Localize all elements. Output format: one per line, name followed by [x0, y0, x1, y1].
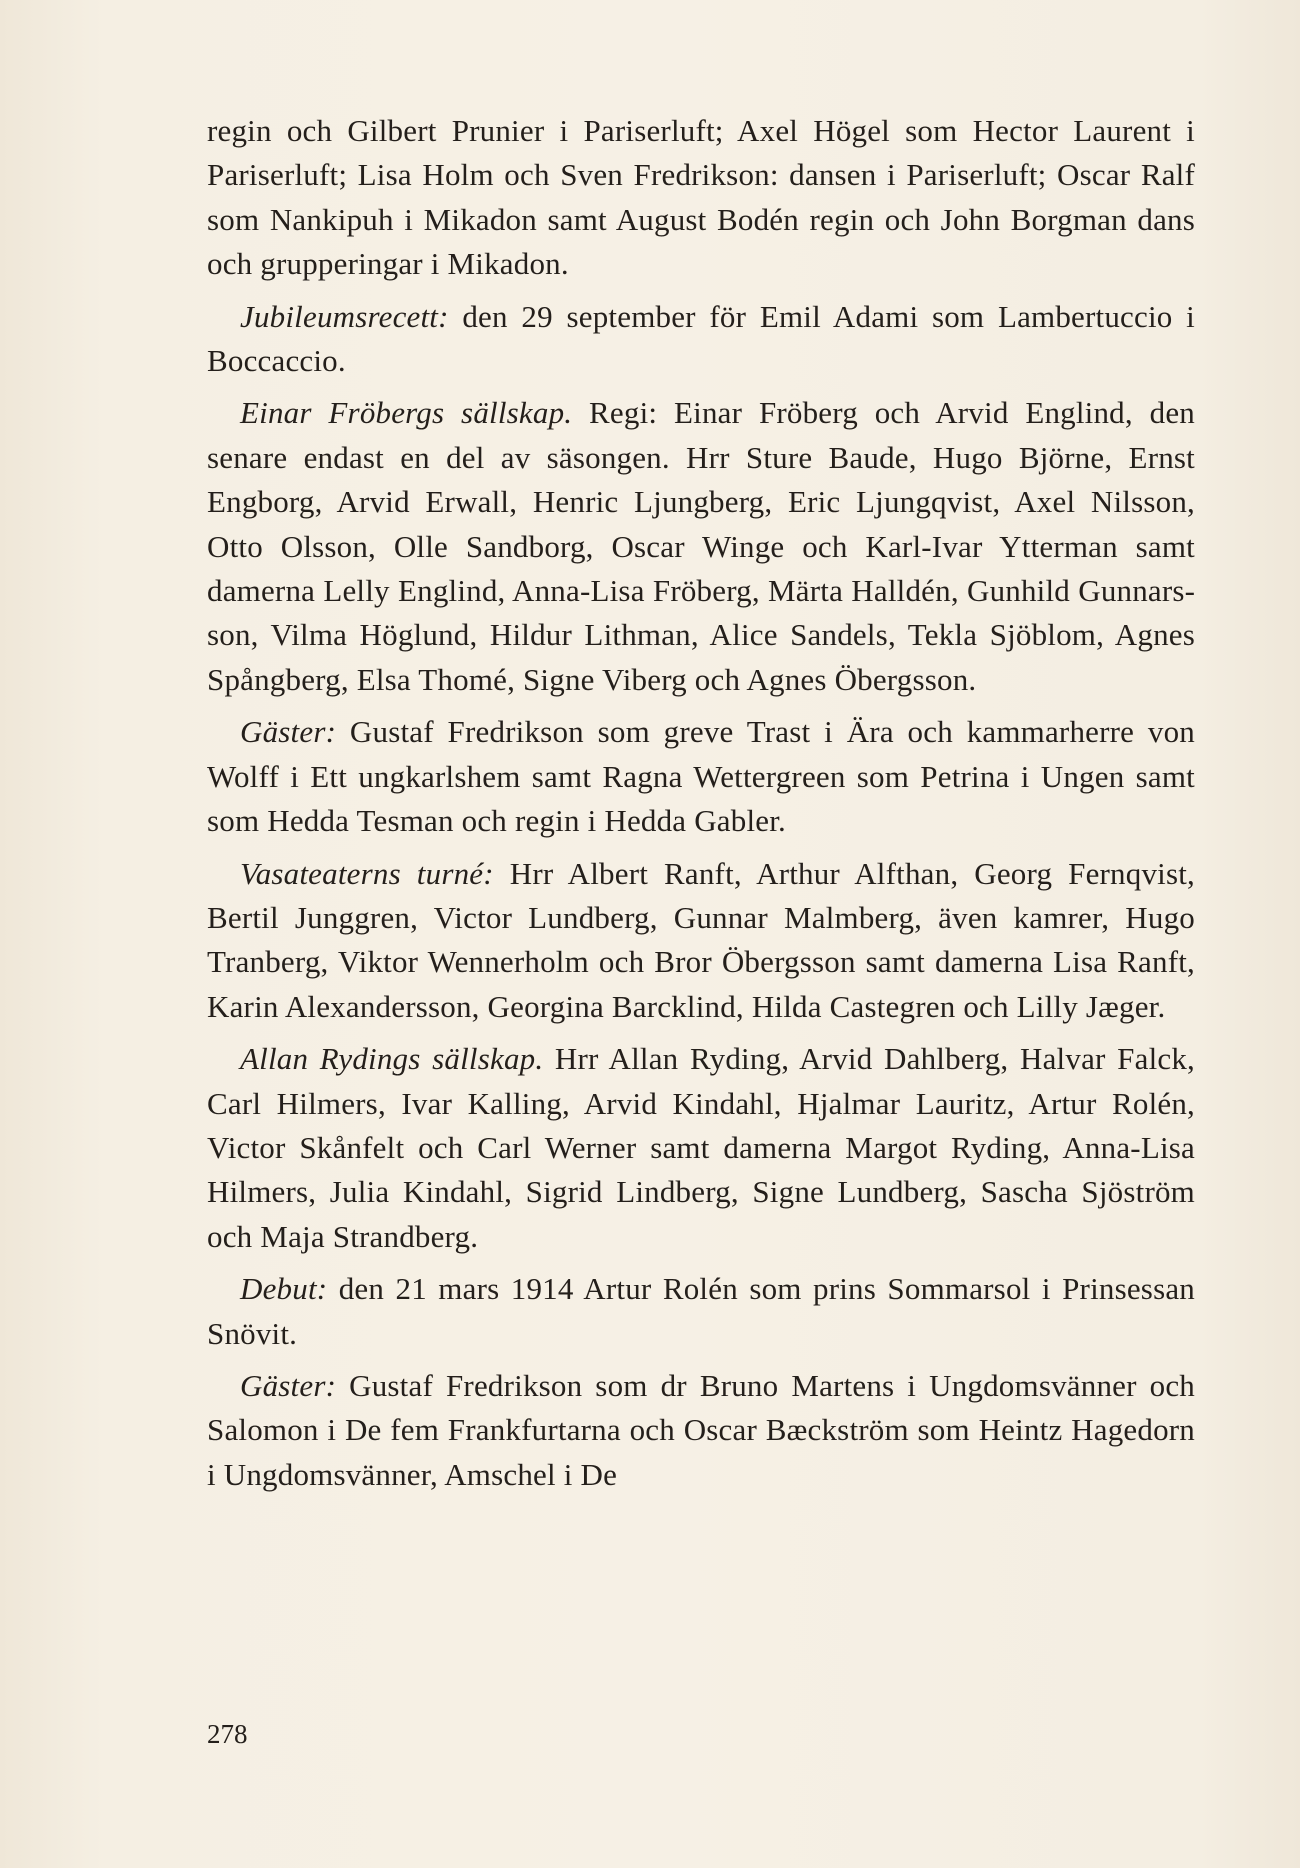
paragraph-text: den 29 september för Emil Adami som Lambertuccio i Boccaccio. [207, 298, 1195, 379]
paragraph-gaster-2 [207, 1364, 1195, 1497]
page-body-text [207, 109, 1195, 1505]
paragraph-label: Gäster: [240, 714, 337, 750]
paragraph-label: Jubileumsrecett: [240, 298, 449, 334]
paragraph-text: Gustaf Fredrikson som greve Trast i Ära och kammarherre von Wolff i Ett ungkarlshem samt Ragna Wettergreen som Petrina i Ungen samt som Hedda Tesman och regin i Hedda Gabler. [207, 714, 1195, 839]
paragraph-label: Vasateaterns turné: [240, 855, 494, 891]
paragraph-vasateaterns-turne [207, 852, 1195, 1030]
paragraph-text: regin och Gilbert Prunier i Pariserluft; Axel Högel som Hector Laurent i Pariserluft; Lisa Holm och Sven Fredrikson: dansen i Pariserluft; Oscar Ralf som Nankipuh i Mikadon samt August Bodén regin och John Borgman dans och grupperingar i Mikadon. [207, 113, 1195, 282]
paragraph-jubileumsrecett [207, 295, 1195, 384]
paragraph-text: Hrr Albert Ranft, Arthur Alfthan, Georg Fernqvist, Bertil Junggren, Victor Lundberg, Gunnar Malmberg, även kamrer, Hugo Tranberg, Viktor Wennerholm och Bror Öbergsson samt damerna Lisa Ranft, Karin Alexandersson, Georgina Barcklind, Hilda Castegren och Lilly Jæger. [207, 855, 1195, 1024]
paragraph-label: Allan Rydings sällskap. [240, 1041, 544, 1077]
paragraph-allan-rydings-sallskap [207, 1037, 1195, 1259]
paragraph-text: Regi: Einar Fröberg och Arvid Englind, den senare endast en del av säsongen. Hrr Sture Baude, Hugo Björne, Ernst Engborg, Arvid Erwall, Henric Ljungberg, Eric Ljungqvist, Axel Nilsson, Otto Olsson, Olle Sandborg, Oscar Winge och Karl-Ivar Ytterman samt damerna Lelly Englind, Anna-Lisa Fröberg, Märta Halldén, Gunhild Gunnarsson, Vilma Höglund, Hildur Lithman, Alice Sandels, Tekla Sjöblom, Agnes Spångberg, Elsa Thomé, Signe Viberg och Agnes Öbergsson. [207, 395, 1195, 697]
paragraph-label: Debut: [240, 1271, 328, 1307]
paragraph-continuation [207, 109, 1195, 287]
paragraph-label: Einar Fröbergs sällskap. [240, 395, 573, 431]
page-number: 278 [207, 1719, 248, 1749]
paragraph-gaster-1 [207, 710, 1195, 843]
paragraph-label: Gäster: [240, 1367, 337, 1403]
paragraph-text: Gustaf Fredrikson som dr Bruno Martens i Ungdomsvänner och Salomon i De fem Frankfurtarna och Oscar Bæckström som Heintz Hagedorn i Ungdomsvänner, Amschel i De [207, 1367, 1195, 1492]
paragraph-text: den 21 mars 1914 Artur Rolén som prins Sommarsol i Prinsessan Snövit. [207, 1271, 1195, 1351]
paragraph-debut [207, 1267, 1195, 1356]
paragraph-einar-frobergs-sallskap [207, 391, 1195, 702]
paragraph-text: Hrr Allan Ryding, Arvid Dahlberg, Halvar Falck, Carl Hilmers, Ivar Kalling, Arvid Kindahl, Hjalmar Lauritz, Artur Rolén, Victor Skånfelt och Carl Werner samt damerna Margot Ryding, Anna-Lisa Hilmers, Julia Kindahl, Sigrid Lindberg, Signe Lundberg, Sascha Sjöström och Maja Strandberg. [207, 1041, 1196, 1254]
